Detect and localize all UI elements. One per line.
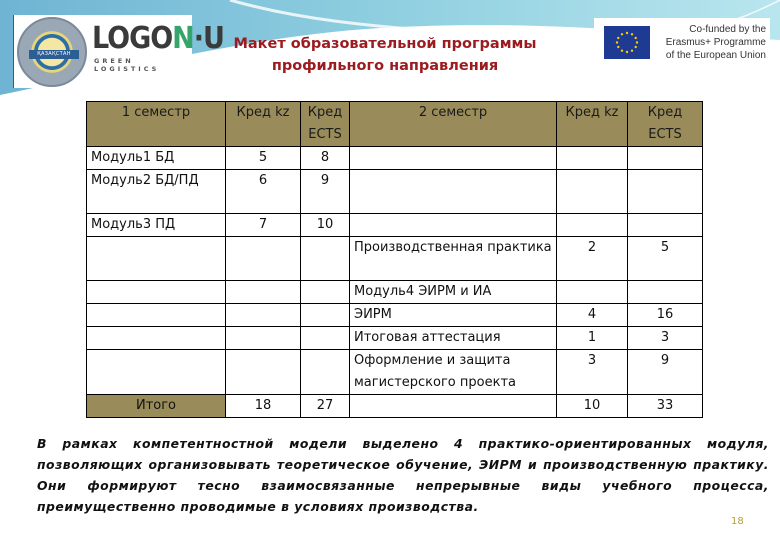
header-credits-ects-1: Кред ECTS: [301, 102, 350, 147]
table-row: ЭИРМ 4 16: [87, 304, 703, 327]
header-credits-ects-2: Кред ECTS: [628, 102, 703, 147]
total-kz-2: 10: [557, 395, 628, 418]
total-label: Итого: [87, 395, 226, 418]
logon-u-subtitle: GREEN LOGISTICS: [94, 57, 160, 73]
header-credits-kz-1: Кред kz: [226, 102, 301, 147]
logon-u-wordmark: LOGON·U: [92, 21, 224, 56]
total-ects-2: 33: [628, 395, 703, 418]
table-row: Модуль3 ПД 7 10: [87, 214, 703, 237]
header-semester-2: 2 семестр: [350, 102, 557, 147]
table-row: Итоговая аттестация 1 3: [87, 327, 703, 350]
total-ects-1: 27: [301, 395, 350, 418]
table-row: Модуль2 БД/ПД 6 9: [87, 170, 703, 214]
table-row: Модуль1 БД 5 8: [87, 147, 703, 170]
eu-flag-icon: [604, 26, 650, 59]
header-semester-1: 1 семестр: [87, 102, 226, 147]
total-kz-1: 18: [226, 395, 301, 418]
title-line-1: Макет образовательной программы: [233, 36, 537, 52]
title-line-2: профильного направления: [271, 58, 499, 74]
header-credits-kz-2: Кред kz: [557, 102, 628, 147]
page-number: 18: [731, 516, 744, 527]
university-seal-icon: [17, 17, 87, 87]
table-total-row: [87, 395, 703, 418]
table-row: Модуль4 ЭИРМ и ИА: [87, 281, 703, 304]
table-row: Производственная практика 2 5: [87, 237, 703, 281]
table-header-row: [87, 102, 703, 147]
table-row: Оформление и защита магистерского проекта 3 9: [87, 350, 703, 395]
description-paragraph: В рамках компетентностной модели выделено 4 практико-ориентированных модуля, позволяющих организовывать теоретическое обучение, ЭИРМ и производственную практику. Они формируют тесно взаимосвязанные непрерывные виды учебного процесса, преимущественно проводимые в условиях производства.: [37, 436, 769, 514]
erasmus-text: Co-funded by the Erasmus+ Programme of the European Union: [665, 24, 766, 61]
erasmus-logo: [594, 18, 770, 68]
page-title: [200, 33, 570, 77]
seal-band-text: ҚАЗАҚСТАН: [29, 50, 79, 59]
curriculum-table: [86, 101, 703, 418]
partner-logo: [13, 15, 224, 88]
